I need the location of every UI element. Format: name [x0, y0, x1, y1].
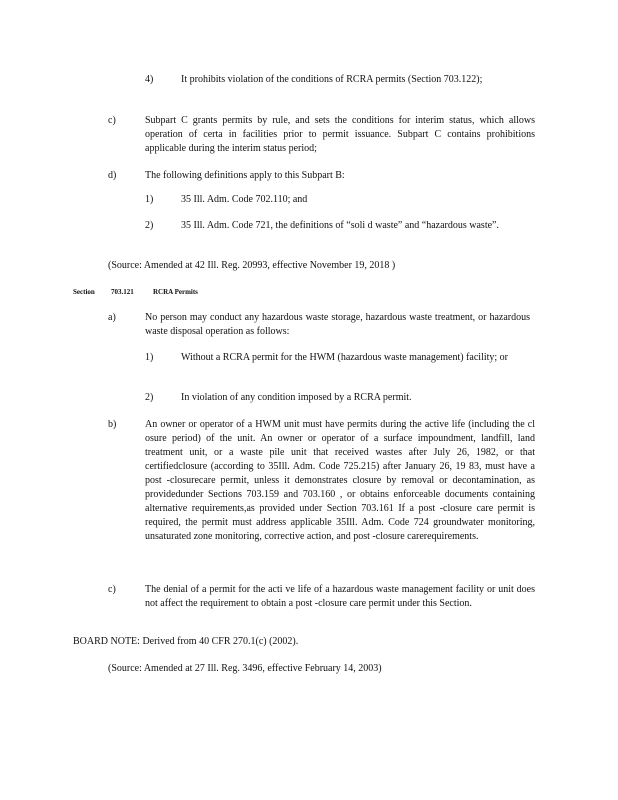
item-text: Subpart C grants permits by rule, and sets the conditions for interim status, which allows operation of certa in facilities prior to permit issuance. Subpart C contains prohibitions applicable during the interim status period;	[145, 115, 535, 154]
item-text: It prohibits violation of the conditions of RCRA permits (Section 703.122);	[181, 74, 483, 85]
item-label: c)	[108, 584, 116, 595]
section-title: RCRA Permits	[153, 288, 198, 296]
item-label: d)	[108, 170, 117, 181]
item-text: 35 Ill. Adm. Code 702.110; and	[181, 194, 308, 205]
item-label: 2)	[145, 392, 154, 403]
source-note: (Source: Amended at 27 Ill. Reg. 3496, effective February 14, 2003)	[108, 663, 382, 674]
item-text: Without a RCRA permit for the HWM (hazardous waste management) facility; or	[181, 352, 509, 363]
item-text: 35 Ill. Adm. Code 721, the definitions of “soli d waste” and “hazardous waste”.	[181, 220, 499, 231]
item-label: 2)	[145, 220, 154, 231]
section-label: Section	[73, 288, 95, 296]
item-text: In violation of any condition imposed by a RCRA permit.	[181, 392, 412, 403]
item-label: 1)	[145, 352, 154, 363]
section-number: 703.121	[111, 288, 134, 296]
source-note: (Source: Amended at 42 Ill. Reg. 20993, effective November 19, 2018 )	[108, 260, 396, 271]
item-label: b)	[108, 419, 117, 430]
item-text: The denial of a permit for the acti ve life of a hazardous waste management facility or unit does not affect the requirement to obtain a post -closure care permit under this Section.	[145, 584, 535, 609]
item-text: The following definitions apply to this Subpart B:	[145, 170, 345, 181]
item-label: 4)	[145, 74, 154, 85]
item-text: An owner or operator of a HWM unit must have permits during the active life (including the cl osure period) of the unit. An owner or operator of a surface impoundment, landfill, land treatment unit, or a waste pile unit that received wastes after July 26, 1982, or that certifiedclosure (according to 35Ill. Adm. Code 725.215) after January 26, 19 83, must have a post -closurecare permit, unless it demonstrates closure by removal or decontamination, as providedunder Sections 703.159 and 703.160 , or obtains enforceable documents containing alternative requirements,as provided under Section 703.161 If a post -closure care permit is required, the permit must address applicable 35Ill. Adm. Code 724 groundwater monitoring, unsaturated zone monitoring, corrective action, and post -closure carerequirements.	[145, 419, 535, 542]
item-label: a)	[108, 312, 116, 323]
item-label: c)	[108, 115, 116, 126]
board-note: BOARD NOTE: Derived from 40 CFR 270.1(c) (2002).	[73, 636, 299, 647]
item-text: No person may conduct any hazardous waste storage, hazardous waste treatment, or hazardous waste disposal operation as follows:	[145, 312, 530, 337]
item-label: 1)	[145, 194, 154, 205]
